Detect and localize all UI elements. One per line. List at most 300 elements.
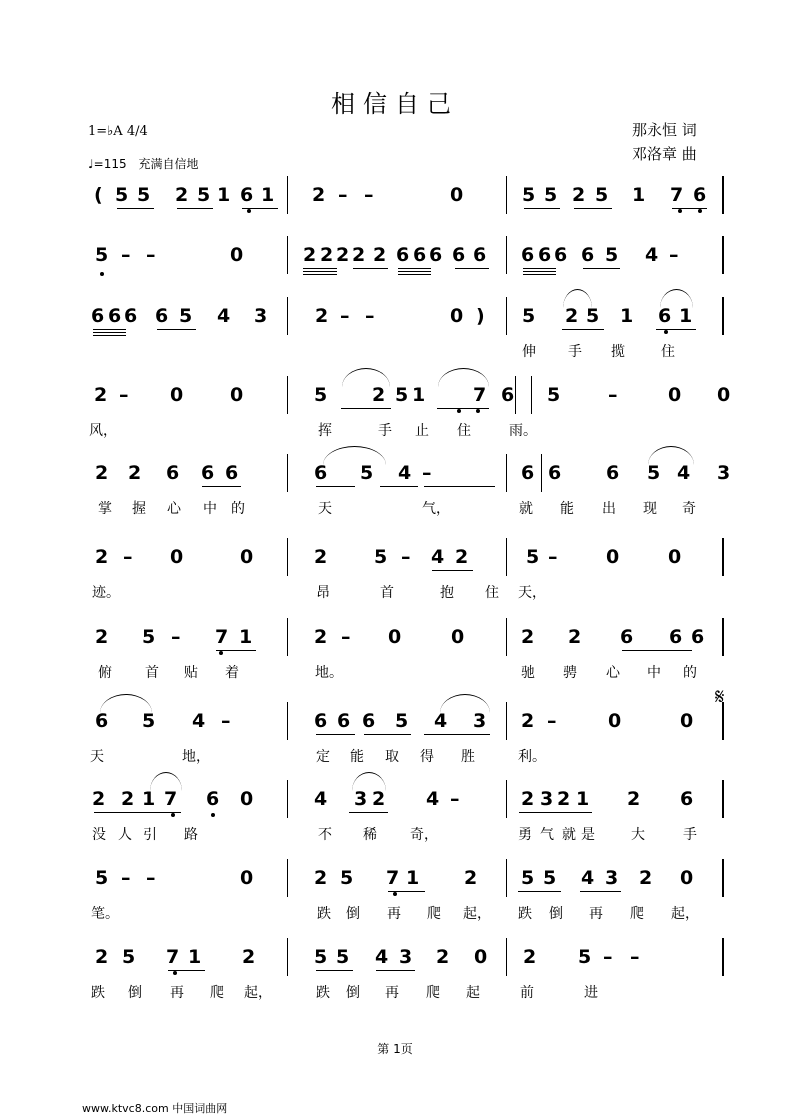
- lyric-syllable: 首: [380, 585, 394, 601]
- note: 0: [668, 384, 682, 406]
- lyric-syllable: 能: [560, 501, 574, 517]
- note: 4: [581, 867, 595, 889]
- note: 2: [312, 184, 326, 206]
- lyric-syllable: 路: [184, 827, 198, 843]
- note: –: [365, 305, 375, 327]
- note: 1: [620, 305, 634, 327]
- note: –: [338, 184, 348, 206]
- note: 6: [362, 710, 376, 732]
- beam-underline: [558, 812, 592, 813]
- note: 2: [121, 788, 135, 810]
- note: 1: [239, 626, 253, 648]
- barline: [541, 454, 542, 492]
- note: 5: [314, 384, 328, 406]
- note: 2: [175, 184, 189, 206]
- beam-underline: [353, 268, 388, 269]
- lyric-syllable: 握: [132, 501, 146, 517]
- note: 2: [314, 626, 328, 648]
- note: 6: [337, 710, 351, 732]
- lyric-syllable: 不: [318, 827, 332, 843]
- octave-dot: [219, 651, 223, 655]
- lyric-syllable: 引: [143, 827, 157, 843]
- barline: [531, 376, 532, 414]
- lyric-syllable: 心: [167, 501, 181, 517]
- octave-dot: [457, 409, 461, 413]
- beam-underline: [583, 268, 620, 269]
- lyric-syllable: 驰: [521, 665, 535, 681]
- note: 2: [521, 626, 535, 648]
- note: 2: [92, 788, 106, 810]
- key-signature: [88, 124, 148, 139]
- note: 6: [691, 626, 705, 648]
- note: 6: [413, 244, 427, 266]
- note: 5: [395, 384, 409, 406]
- barline: [287, 236, 288, 274]
- note: 4: [217, 305, 231, 327]
- beam-underline: [316, 486, 355, 487]
- note: 2: [372, 788, 386, 810]
- note: 7: [215, 626, 229, 648]
- lyric-syllable: 地，: [182, 749, 210, 765]
- lyric-syllable: 得: [420, 749, 434, 765]
- lyric-syllable: 雨。: [509, 423, 537, 439]
- lyric-syllable: 倒: [346, 985, 360, 1001]
- barline: [287, 618, 288, 656]
- lyric-syllable: 倒: [346, 906, 360, 922]
- note: 2: [372, 384, 386, 406]
- beam-underline: [316, 734, 355, 735]
- lyric-syllable: 天: [90, 749, 104, 765]
- note: 5: [197, 184, 211, 206]
- lyric-syllable: 取: [385, 749, 399, 765]
- note: 2: [95, 462, 109, 484]
- note: 6: [548, 462, 562, 484]
- note: 0: [680, 867, 694, 889]
- note: 0: [170, 546, 184, 568]
- lyric-syllable: 跌: [91, 985, 105, 1001]
- note: –: [450, 788, 460, 810]
- beam-underline: [656, 329, 696, 330]
- slur-tie: [440, 694, 490, 713]
- note: 4: [431, 546, 445, 568]
- note: 5: [521, 867, 535, 889]
- beam-underline: [562, 329, 604, 330]
- lyric-syllable: 天，: [518, 585, 546, 601]
- note: 6: [124, 305, 138, 327]
- note: 0: [668, 546, 682, 568]
- note: 1: [217, 184, 231, 206]
- beam-underline: [398, 268, 431, 269]
- lyricist-credit: 那永恒 词: [632, 121, 697, 139]
- beam-underline: [303, 268, 337, 269]
- note: 6: [429, 244, 443, 266]
- composer-credit: 邓洛章 曲: [632, 145, 697, 163]
- lyric-syllable: 奇，: [410, 827, 438, 843]
- barline: [722, 176, 724, 214]
- note: 5: [142, 710, 156, 732]
- note: 7: [386, 867, 400, 889]
- barline: [515, 376, 516, 414]
- lyric-syllable: 起，: [244, 985, 272, 1001]
- note: 2: [464, 867, 478, 889]
- note: 5: [374, 546, 388, 568]
- note: 5: [586, 305, 600, 327]
- note: 6: [396, 244, 410, 266]
- site-watermark: www.ktvc8.com 中国词曲网: [82, 1102, 228, 1115]
- note: 6: [554, 244, 568, 266]
- barline: [287, 702, 288, 740]
- barline: [287, 938, 288, 976]
- beam-underline: [672, 208, 707, 209]
- note: –: [121, 244, 131, 266]
- lyric-syllable: 风，: [89, 423, 117, 439]
- note: 0: [450, 305, 464, 327]
- note: 2: [521, 788, 535, 810]
- octave-dot: [678, 209, 682, 213]
- lyric-syllable: 爬: [427, 906, 441, 922]
- note: 2: [565, 305, 579, 327]
- lyric-syllable: 手: [378, 423, 392, 439]
- note: 5: [95, 867, 109, 889]
- beam-underline: [93, 329, 126, 330]
- lyric-syllable: 手: [683, 827, 697, 843]
- beam-underline: [574, 208, 612, 209]
- note: 5: [578, 946, 592, 968]
- note: 1: [412, 384, 426, 406]
- note: 1: [188, 946, 202, 968]
- beam-underline: [157, 329, 196, 330]
- note: ): [476, 305, 485, 327]
- note: 1: [261, 184, 275, 206]
- beam-underline: [202, 486, 241, 487]
- note: 1: [679, 305, 693, 327]
- note: 5: [336, 946, 350, 968]
- lyric-syllable: 骋: [563, 665, 577, 681]
- note: 6: [521, 244, 535, 266]
- beam-underline: [424, 734, 490, 735]
- beam-underline: [518, 891, 561, 892]
- note: 3: [254, 305, 268, 327]
- barline: [287, 376, 288, 414]
- lyric-syllable: 住: [485, 585, 499, 601]
- lyric-syllable: 再: [170, 985, 184, 1001]
- note: 6: [452, 244, 466, 266]
- note: 6: [108, 305, 122, 327]
- lyric-syllable: 进: [584, 985, 598, 1001]
- note: 5: [314, 946, 328, 968]
- note: 6: [581, 244, 595, 266]
- lyric-syllable: 心: [606, 665, 620, 681]
- lyric-syllable: 勇: [518, 827, 532, 843]
- beam-underline: [94, 812, 181, 813]
- note: –: [171, 626, 181, 648]
- barline: [506, 938, 507, 976]
- note: 6: [680, 788, 694, 810]
- note: 6: [473, 244, 487, 266]
- lyric-syllable: 再: [385, 985, 399, 1001]
- barline: [287, 176, 288, 214]
- lyric-syllable: 稀: [363, 827, 377, 843]
- tempo-value: ♩=115: [88, 157, 127, 171]
- octave-dot: [173, 971, 177, 975]
- beam-underline: [519, 812, 558, 813]
- lyric-syllable: 前: [520, 985, 534, 1001]
- lyric-syllable: 中: [203, 501, 217, 517]
- note: 5: [526, 546, 540, 568]
- lyric-syllable: 定: [316, 749, 330, 765]
- note: 4: [434, 710, 448, 732]
- note: 6: [538, 244, 552, 266]
- beam-underline: [622, 650, 692, 651]
- beam-underline: [316, 970, 353, 971]
- lyric-syllable: 就: [562, 827, 576, 843]
- note: 5: [142, 626, 156, 648]
- note: –: [669, 244, 679, 266]
- note: 6: [95, 710, 109, 732]
- barline: [506, 780, 507, 818]
- beam-underline: [432, 570, 473, 571]
- time-signature: 4/4: [126, 124, 148, 139]
- note: 6: [314, 462, 328, 484]
- note: 2: [95, 626, 109, 648]
- barline: [287, 859, 288, 897]
- note: 2: [523, 946, 537, 968]
- beam-underline: [93, 332, 126, 333]
- barline: [506, 618, 507, 656]
- note: 5: [395, 710, 409, 732]
- note: 2: [572, 184, 586, 206]
- lyric-syllable: 再: [387, 906, 401, 922]
- note: 2: [128, 462, 142, 484]
- lyric-syllable: 跌: [518, 906, 532, 922]
- note: 5: [115, 184, 129, 206]
- staff-system: [0, 788, 790, 858]
- lyric-syllable: 手: [568, 344, 582, 360]
- octave-dot: [698, 209, 702, 213]
- note: 1: [406, 867, 420, 889]
- barline: [287, 297, 288, 335]
- note: 5: [122, 946, 136, 968]
- staff-system: [0, 546, 790, 616]
- note: 3: [354, 788, 368, 810]
- note: 6: [91, 305, 105, 327]
- beam-underline: [364, 734, 411, 735]
- note: 3: [399, 946, 413, 968]
- lyric-syllable: 爬: [426, 985, 440, 1001]
- lyric-syllable: 俯: [98, 665, 112, 681]
- note: 6: [521, 462, 535, 484]
- note: 0: [717, 384, 731, 406]
- note: 0: [608, 710, 622, 732]
- note: 0: [170, 384, 184, 406]
- barline: [722, 236, 724, 274]
- note: 2: [455, 546, 469, 568]
- note: 6: [606, 462, 620, 484]
- lyric-syllable: 中: [647, 665, 661, 681]
- barline: [722, 780, 724, 818]
- note: 2: [627, 788, 641, 810]
- lyric-syllable: 奇: [682, 501, 696, 517]
- song-title: 相信自己: [331, 90, 459, 118]
- note: 5: [340, 867, 354, 889]
- staff-system: [0, 626, 790, 696]
- note: 3: [540, 788, 554, 810]
- note: 2: [373, 244, 387, 266]
- note: 4: [314, 788, 328, 810]
- lyric-syllable: 首: [145, 665, 159, 681]
- octave-dot: [211, 813, 215, 817]
- note: 0: [450, 184, 464, 206]
- lyric-syllable: 起: [466, 985, 480, 1001]
- lyric-syllable: 气，: [422, 501, 450, 517]
- barline: [506, 297, 507, 335]
- note: 1: [142, 788, 156, 810]
- key-text: 1=♭A: [88, 124, 123, 139]
- lyric-syllable: 再: [589, 906, 603, 922]
- octave-dot: [476, 409, 480, 413]
- note: 6: [225, 462, 239, 484]
- octave-dot: [171, 813, 175, 817]
- note: –: [121, 867, 131, 889]
- note: 4: [645, 244, 659, 266]
- note: 2: [314, 546, 328, 568]
- beam-underline: [523, 271, 556, 272]
- lyric-syllable: 胜: [461, 749, 475, 765]
- note: 5: [605, 244, 619, 266]
- note: 5: [95, 244, 109, 266]
- note: 0: [680, 710, 694, 732]
- beam-underline: [437, 408, 489, 409]
- note: 2: [94, 384, 108, 406]
- staff-system: [0, 384, 790, 454]
- note: 5: [360, 462, 374, 484]
- note: 2: [242, 946, 256, 968]
- slur-tie: [100, 694, 152, 713]
- note: 5: [647, 462, 661, 484]
- lyric-syllable: 挥: [318, 423, 332, 439]
- lyric-syllable: 掌: [98, 501, 112, 517]
- note: 0: [474, 946, 488, 968]
- lyric-syllable: 现: [643, 501, 657, 517]
- lyric-syllable: 跌: [317, 906, 331, 922]
- lyric-syllable: 地。: [315, 665, 343, 681]
- barline: [506, 236, 507, 274]
- barline: [722, 938, 724, 976]
- lyric-syllable: 起，: [671, 906, 699, 922]
- lyric-syllable: 贴: [184, 665, 198, 681]
- lyric-syllable: 的: [683, 665, 697, 681]
- note: 2: [95, 546, 109, 568]
- note: –: [123, 546, 133, 568]
- note: (: [94, 184, 103, 206]
- note: 6: [620, 626, 634, 648]
- barline: [506, 538, 507, 576]
- note: 5: [137, 184, 151, 206]
- barline: [287, 538, 288, 576]
- lyric-syllable: 住: [661, 344, 675, 360]
- note: 6: [658, 305, 672, 327]
- beam-underline: [303, 271, 337, 272]
- staff-system: [0, 462, 790, 532]
- note: 0: [240, 788, 254, 810]
- lyric-syllable: 的: [231, 501, 245, 517]
- expression-mark: 充满自信地: [138, 157, 199, 171]
- note: 5: [595, 184, 609, 206]
- note: 7: [473, 384, 487, 406]
- note: –: [422, 462, 432, 484]
- note: –: [401, 546, 411, 568]
- note: –: [548, 546, 558, 568]
- lyric-syllable: 迹。: [92, 585, 120, 601]
- beam-underline: [349, 812, 388, 813]
- note: 2: [303, 244, 317, 266]
- note: –: [608, 384, 618, 406]
- lyric-syllable: 气: [540, 827, 554, 843]
- barline: [722, 859, 724, 897]
- note: 5: [522, 184, 536, 206]
- note: 5: [544, 184, 558, 206]
- note: –: [146, 244, 156, 266]
- note: 4: [375, 946, 389, 968]
- note: 5: [179, 305, 193, 327]
- note: 0: [230, 384, 244, 406]
- octave-dot: [393, 892, 397, 896]
- barline: [287, 454, 288, 492]
- note: 5: [522, 305, 536, 327]
- lyric-syllable: 跌: [316, 985, 330, 1001]
- note: 6: [155, 305, 169, 327]
- beam-underline: [376, 970, 415, 971]
- note: 4: [677, 462, 691, 484]
- note: –: [119, 384, 129, 406]
- lyric-syllable: 爬: [210, 985, 224, 1001]
- note: –: [340, 305, 350, 327]
- beam-underline: [580, 891, 621, 892]
- staff-system: [0, 305, 790, 375]
- lyric-syllable: 住: [457, 423, 471, 439]
- lyric-syllable: 就: [519, 501, 533, 517]
- note: –: [630, 946, 640, 968]
- note: –: [603, 946, 613, 968]
- note: 6: [206, 788, 220, 810]
- note: 1: [632, 184, 646, 206]
- note: 2: [568, 626, 582, 648]
- octave-dot: [247, 209, 251, 213]
- barline: [722, 618, 724, 656]
- tempo-marking: [88, 155, 198, 172]
- beam-underline: [523, 268, 556, 269]
- note: 0: [451, 626, 465, 648]
- note: 2: [336, 244, 350, 266]
- note: 6: [669, 626, 683, 648]
- barline: [506, 454, 507, 492]
- barline: [506, 702, 507, 740]
- note: 6: [240, 184, 254, 206]
- staff-system: [0, 867, 790, 937]
- barline: [722, 538, 724, 576]
- note: 2: [352, 244, 366, 266]
- beam-underline: [117, 208, 154, 209]
- octave-dot: [100, 272, 104, 276]
- beam-underline: [93, 335, 126, 336]
- note: 2: [557, 788, 571, 810]
- lyric-syllable: 抱: [440, 585, 454, 601]
- barline: [506, 176, 507, 214]
- lyric-syllable: 揽: [611, 344, 625, 360]
- barline: [506, 859, 507, 897]
- beam-underline: [303, 274, 337, 275]
- note: 2: [436, 946, 450, 968]
